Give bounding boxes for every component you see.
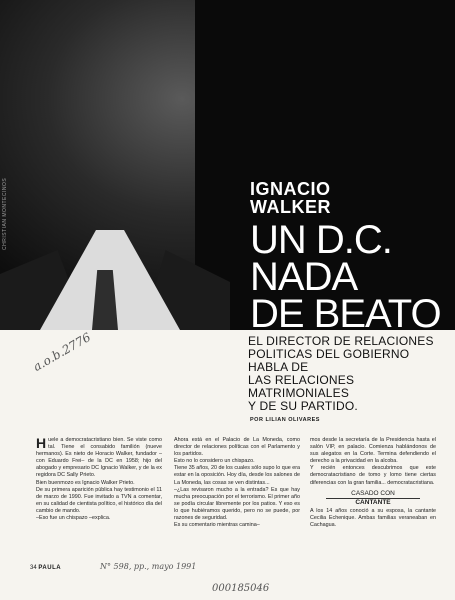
deck-line: HABLA DE xyxy=(248,360,309,374)
drop-cap: H xyxy=(36,435,47,451)
paragraph: Ahora está en el Palacio de La Moneda, como director de relaciones políticas con el Parlamento y los partidos. xyxy=(174,437,300,458)
byline: POR LILIAN OLIVARES xyxy=(250,417,320,423)
paragraph: A los 14 años conoció a su esposa, la cantante Cecilia Echenique. Ambas familias veraneaban en Cachagua. xyxy=(310,507,436,529)
magazine-name: PAULA xyxy=(38,565,62,571)
paragraph: mos desde la secretaría de la Presidencia hasta el salón VIP, en palacio. Comienza hablándonos de sus alegatos en la Corte. Termina defendiendo el derecho a la privacidad en la alcoba. xyxy=(310,437,436,465)
page-number: 34 xyxy=(30,565,37,571)
paragraph: –Eso fue un chispazo –explica. xyxy=(36,515,111,522)
paragraph: Tiene 35 años, 20 de los cuales sólo supo lo que era estar en la oposición. Hoy día, desde los salones de La Moneda, las cosas se ven distintas... xyxy=(174,465,300,486)
paragraph-text: uele a democratacristiano bien. Se viste como tal. Tiene el consabido familión (nueve hermanos). Es nieto de Horacio Walker, fundador –con Eduardo Frei– de la DC en 1958; hijo del abogado y empresario DC Ignacio Walker, y de la ex regidora DC Sally Prieto. xyxy=(36,437,162,479)
headline-line: DE BEATO xyxy=(250,292,441,330)
headline xyxy=(250,218,441,330)
paragraph xyxy=(36,437,162,480)
name-line: WALKER xyxy=(250,197,331,217)
photo-credit: CHRISTIAN MONTECINOS xyxy=(2,177,8,250)
article-column-2 xyxy=(174,437,300,529)
deck-line: Y DE SU PARTIDO. xyxy=(248,399,358,413)
handwritten-issue-note: N° 598, pp., mayo 1991 xyxy=(100,562,197,571)
paragraph: De su primera aparición pública hay testimonio el 11 de marzo de 1990. Fue invitado a TVN a comentar, en su calidad de cientista político, el histórico día del cambio de mando. xyxy=(36,486,162,514)
handwritten-margin-note: a.o.b.2776 xyxy=(30,329,94,375)
deck-line: LAS RELACIONES xyxy=(248,373,355,387)
paragraph: –¿Las revisaron mucho a la entrada? Es que hay mucha preocupación por el terrorismo. El primer año se podía circular libremente por los patios. Y eso es lo que hubiéramos querido, pero no se puede, por razones de seguridad. xyxy=(174,486,300,522)
name-line: IGNACIO xyxy=(250,179,331,199)
headline-line: NADA xyxy=(250,255,358,299)
deck-line: POLITICAS DEL GOBIERNO xyxy=(248,347,410,361)
page-folio xyxy=(30,565,61,571)
article-column-1 xyxy=(36,437,162,522)
deck xyxy=(248,335,434,413)
subject-name xyxy=(250,180,331,216)
paragraph: Esto no lo considero un chispazo. xyxy=(174,458,255,465)
paragraph: Bien buenmozo es Ignacio Walker Prieto. xyxy=(36,479,135,486)
paragraph: Es su comentario mientras camina– xyxy=(174,522,260,529)
article-column-3 xyxy=(310,437,436,529)
archive-number: 000185046 xyxy=(212,583,270,594)
headline-line: UN D.C. xyxy=(250,218,392,262)
paragraph: Y recién entonces descubrimos que este democratacristiano de tomo y lomo tiene ciertas diferencias con la gran familia... democratacristiana. xyxy=(310,465,436,486)
deck-line: MATRIMONIALES xyxy=(248,386,350,400)
deck-line: EL DIRECTOR DE RELACIONES xyxy=(248,334,434,348)
subhead-bottom: CANTANTE xyxy=(326,498,420,506)
subhead-top: CASADO CON xyxy=(351,489,395,497)
